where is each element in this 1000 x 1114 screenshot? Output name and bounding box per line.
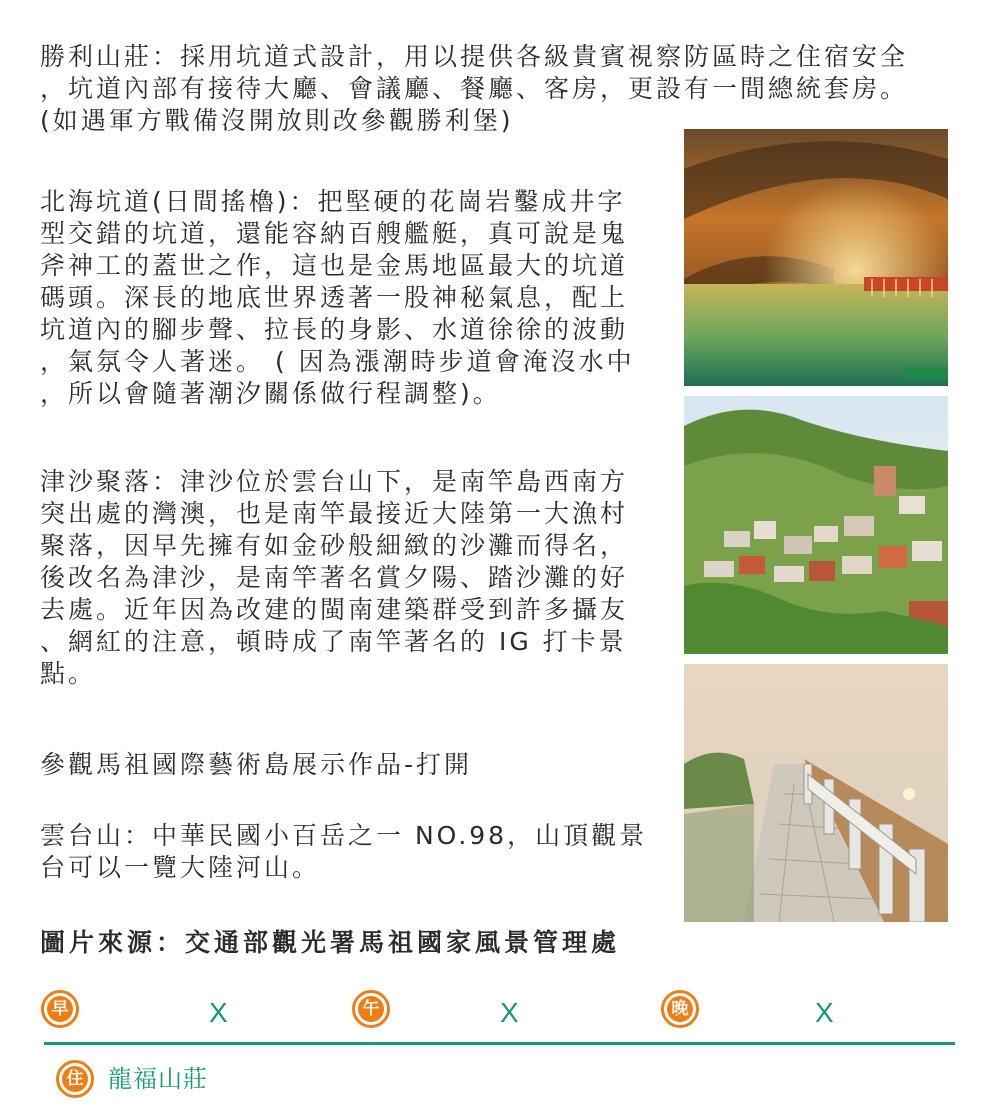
dinner-value: X [815, 997, 834, 1028]
yuntai-mountain-photo [684, 664, 948, 922]
yuntai-mountain-paragraph: 雲台山：中華民國小百岳之一 NO.98，山頂觀景 台可以一覽大陸河山。 [40, 821, 648, 882]
art-island-paragraph: 參觀馬祖國際藝術島展示作品-打開 [40, 750, 473, 779]
section-divider [44, 1042, 955, 1045]
lunch-value: X [500, 997, 519, 1028]
lodging-value: 龍福山莊 [108, 1065, 208, 1093]
beihai-tunnel-paragraph: 北海坑道(日間搖櫓)：把堅硬的花崗岩鑿成井字 型交錯的坑道，還能容納百艘艦艇，真可說是鬼 斧神工的蓋世之作，這也是金馬地區最大的坑道 碼頭。深長的地底世界透著一股神秘氣息，配上 坑道內的腳步聲、拉長的身影、水道徐徐的波動 ，氣氛令人著迷。 ( 因為漲潮時步道會淹沒水中 ，所以會隨著潮汐關係做行程調整)。 [40, 187, 635, 408]
victory-villa-paragraph: 勝利山莊：採用坑道式設計，用以提供各級貴賓視察防區時之住宿安全 ，坑道內部有接待大廳、會議廳、餐廳、客房，更設有一間總統套房。 (如遇軍方戰備沒開放則改參觀勝利堡) [40, 42, 909, 135]
lunch-badge: 午 [352, 990, 390, 1028]
breakfast-badge: 早 [41, 990, 79, 1028]
tunnel-photo [684, 129, 948, 386]
jinsha-village-paragraph: 津沙聚落：津沙位於雲台山下，是南竿島西南方 突出處的灣澳，也是南竿最接近大陸第一大漁村 聚落，因早先擁有如金砂般細緻的沙灘而得名， 後改名為津沙，是南竿著名賞夕陽、踏沙灘的好 去處。近年因為改建的閩南建築群受到許多攝友 、網紅的注意，頓時成了南竿著名的 IG 打卡景 點。 [40, 467, 629, 688]
image-credit: 圖片來源：交通部觀光署馬祖國家風景管理處 [40, 928, 621, 957]
breakfast-value: X [209, 997, 228, 1028]
jinsha-village-photo [684, 396, 948, 654]
dinner-badge: 晚 [661, 990, 699, 1028]
lodging-badge: 住 [56, 1060, 94, 1098]
